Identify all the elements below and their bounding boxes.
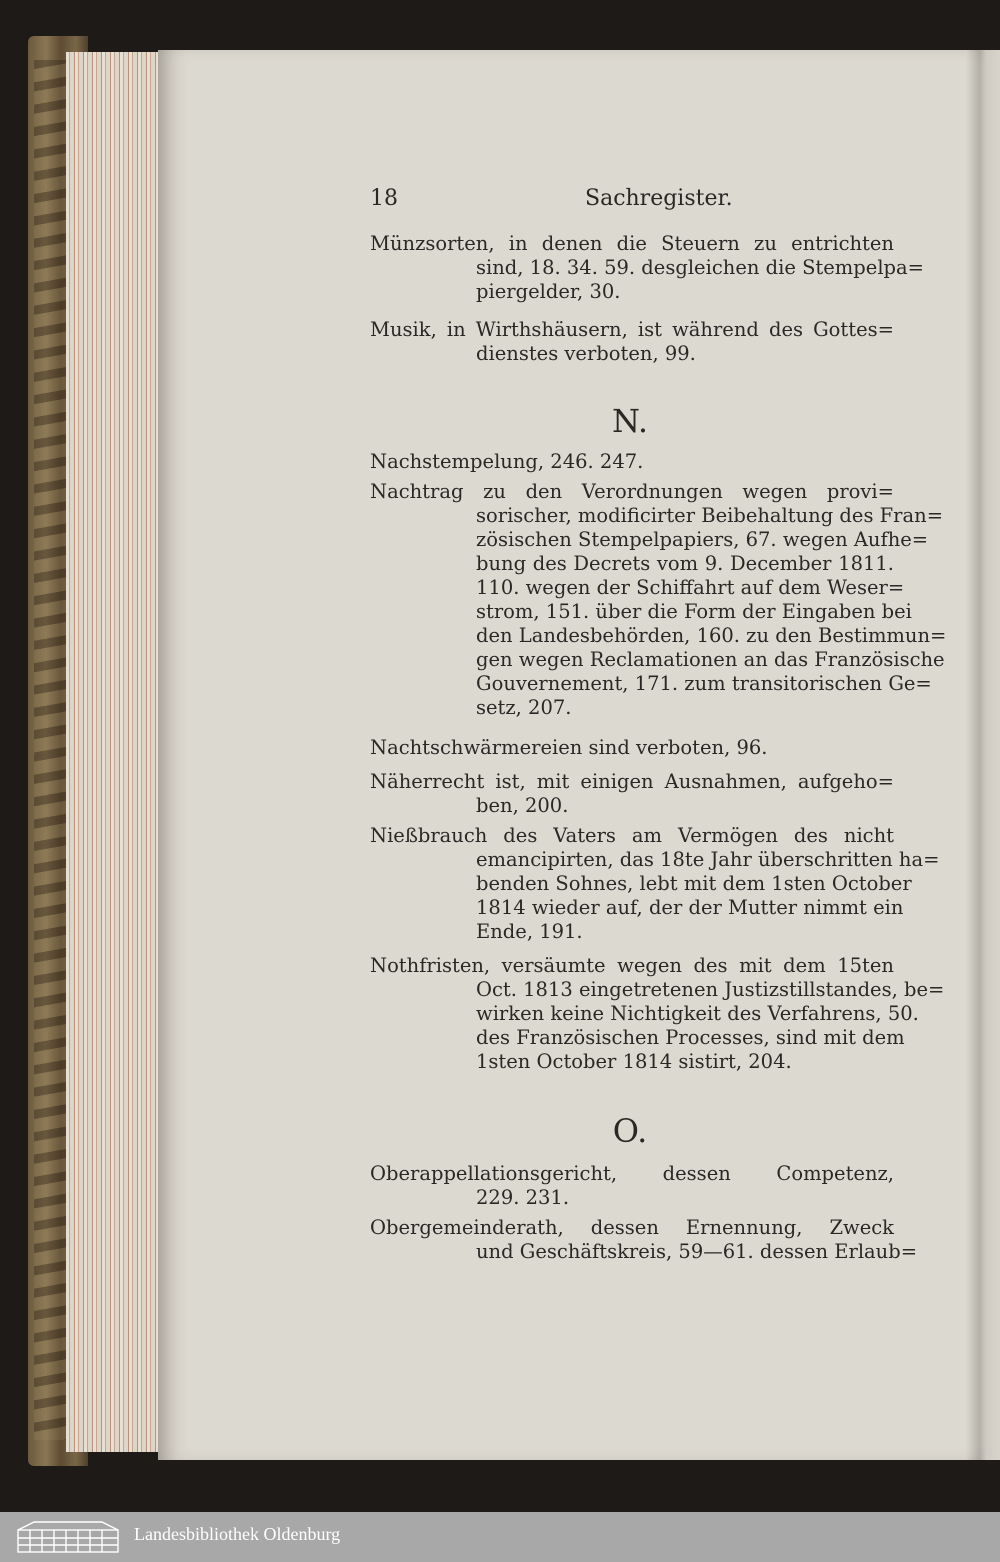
entry-line: bung des Decrets vom 9. December 1811. [476,552,894,575]
index-entry-niessbrauch [370,824,940,944]
running-title: Sachregister. [585,186,733,211]
entry-line: benden Sohnes, lebt mit dem 1sten October [476,872,912,895]
entry-line: Nachtschwärmereien sind verboten, 96. [370,736,768,759]
page-number: 18 [370,186,398,211]
entry-line: Nachtrag zu den Verordnungen wegen provi= [370,480,894,503]
entry-line: Näherrecht ist, mit einigen Ausnahmen, aufgeho= [370,770,894,793]
entry-line: den Landesbehörden, 160. zu den Bestimmun= [476,624,947,647]
entry-line: 1sten October 1814 sistirt, 204. [476,1050,792,1073]
index-entry-nachtschwaermereien [370,736,894,760]
entry-line: Ende, 191. [476,920,583,943]
index-entry-nachtrag [370,480,947,720]
index-entry-muenzsorten [370,232,925,304]
entry-line: sorischer, modificirter Beibehaltung des Fran= [476,504,944,527]
entry-line: sind, 18. 34. 59. desgleichen die Stempelpa= [476,256,925,279]
entry-line: Oberappellationsgericht, dessen Competenz, [370,1162,894,1185]
entry-line: Gouvernement, 171. zum transitorischen Ge= [476,672,932,695]
entry-line: zösischen Stempelpapiers, 67. wegen Aufhe= [476,528,929,551]
entry-line: Nothfristen, versäumte wegen des mit dem 15ten [370,954,894,977]
entry-line: dienstes verboten, 99. [476,342,696,365]
index-entry-nachstempelung [370,450,894,474]
index-entry-nothfristen [370,954,945,1074]
library-building-logo-icon [14,1520,122,1554]
index-entry-obergemeinderath [370,1216,918,1264]
entry-line: und Geschäftskreis, 59—61. dessen Erlaub= [476,1240,918,1263]
entry-line: Musik, in Wirthshäusern, ist während des Gottes= [370,318,894,341]
library-footer-bar [0,1512,1000,1562]
index-entry-naeherrecht [370,770,894,818]
entry-line: Münzsorten, in denen die Steuern zu entrichten [370,232,894,255]
entry-line: strom, 151. über die Form der Eingaben bei [476,600,912,623]
entry-line: setz, 207. [476,696,572,719]
page-header [370,186,910,216]
entry-line: Obergemeinderath, dessen Ernennung, Zweck [370,1216,894,1239]
section-letter-o: O. [612,1112,648,1150]
entry-line: piergelder, 30. [476,280,621,303]
library-name: Landesbibliothek Oldenburg [134,1524,341,1544]
entry-line: ben, 200. [476,794,569,817]
entry-line: 1814 wieder auf, der der Mutter nimmt ein [476,896,904,919]
entry-line: Nießbrauch des Vaters am Vermögen des nicht [370,824,894,847]
section-letter-n: N. [611,402,649,440]
index-entry-musik [370,318,894,366]
entry-line: des Französischen Processes, sind mit dem [476,1026,905,1049]
entry-line: Oct. 1813 eingetretenen Justizstillstandes, be= [476,978,945,1001]
entry-line: Nachstempelung, 246. 247. [370,450,644,473]
entry-line: 229. 231. [476,1186,570,1209]
entry-line: wirken keine Nichtigkeit des Verfahrens, 50. [476,1002,919,1025]
entry-line: emancipirten, das 18te Jahr überschritten ha= [476,848,940,871]
index-entry-oberappellationsgericht [370,1162,894,1210]
entry-line: 110. wegen der Schiffahrt auf dem Weser= [476,576,905,599]
entry-line: gen wegen Reclamationen an das Französische [476,648,945,671]
